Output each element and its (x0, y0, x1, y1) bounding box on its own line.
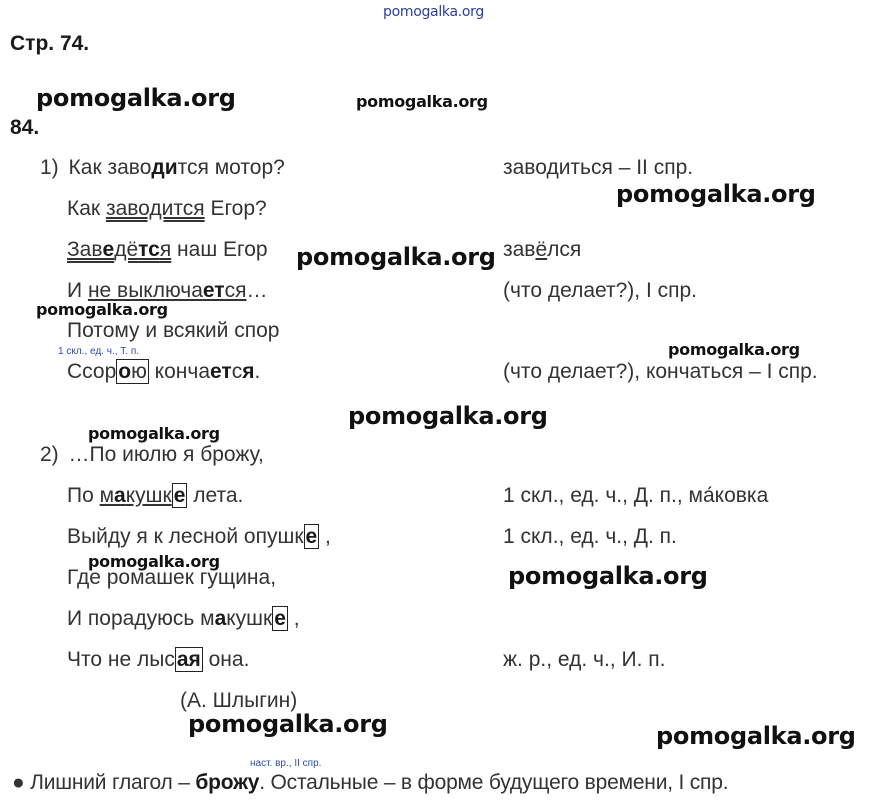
watermark: pomogalka.org (36, 84, 236, 112)
poem-line: Выйду я к лесной опушке , (67, 525, 331, 548)
item-number: 1) (40, 156, 59, 179)
watermark: pomogalka.org (508, 562, 708, 590)
note: завёлся (503, 238, 582, 261)
watermark: pomogalka.org (656, 722, 856, 750)
bullet: ● (12, 771, 25, 794)
note: 1 скл., ед. ч., Д. п. (503, 525, 677, 548)
item-number: 2) (40, 443, 59, 466)
word-ending: ая (176, 648, 201, 671)
grammar-note: 1 скл., ед. ч., Т. п. (58, 346, 140, 357)
watermark: pomogalka.org (88, 552, 220, 571)
watermark: pomogalka.org (616, 180, 816, 208)
grammar-note: наст. вр., II спр. (250, 758, 322, 769)
verb: заводится (105, 197, 205, 220)
poem-line: Где ромашек гущина, (67, 566, 277, 589)
word-ending: е (305, 525, 318, 548)
watermark: pomogalka.org (188, 710, 388, 738)
page-header: Стр. 74. (10, 32, 90, 55)
poem-line: По макушке лета. (67, 484, 244, 507)
author: (А. Шлыгин) (180, 689, 298, 712)
watermark: pomogalka.org (356, 92, 488, 111)
poem-line: И порадуюсь макушке , (67, 607, 300, 630)
odd-verb: брожу (195, 771, 260, 794)
watermark: pomogalka.org (36, 300, 168, 319)
watermark: pomogalka.org (296, 243, 496, 271)
watermark: pomogalka.org (668, 340, 800, 359)
conclusion: ● Лишний глагол – брожу. Остальные – в форме будущего времени, I спр. (12, 771, 729, 794)
word-ending: е (173, 484, 186, 507)
word-ending: е (274, 607, 286, 630)
poem-line: Что не лысая она. (67, 648, 250, 671)
verb: Заведётся (67, 238, 172, 261)
word-ending: ою (118, 360, 147, 383)
watermark-top: pomogalka.org (383, 4, 484, 20)
note: (что делает?), I спр. (503, 279, 697, 302)
poem-line: 2) …По июлю я брожу, (40, 443, 264, 466)
watermark: pomogalka.org (88, 424, 220, 443)
word: макушк (99, 484, 172, 507)
note: 1 скл., ед. ч., Д. п., ма́ковка (503, 484, 769, 507)
poem-line: Заведётся наш Егор (67, 238, 268, 261)
note: заводиться – II спр. (503, 156, 694, 179)
note: ж. р., ед. ч., И. п. (503, 648, 666, 671)
poem-line: И не выключается… (67, 279, 268, 302)
exercise-number: 84. (10, 116, 40, 139)
verb: не выключается (87, 279, 247, 302)
poem-line: 1) Как заводится мотор? (40, 156, 285, 179)
watermark: pomogalka.org (348, 402, 548, 430)
poem-line: Потому и всякий спор (67, 319, 280, 342)
poem-line: Как заводится Егор? (67, 197, 267, 220)
note: (что делает?), кончаться – I спр. (503, 360, 818, 383)
poem-line: Ссорою кончается. (67, 360, 261, 383)
